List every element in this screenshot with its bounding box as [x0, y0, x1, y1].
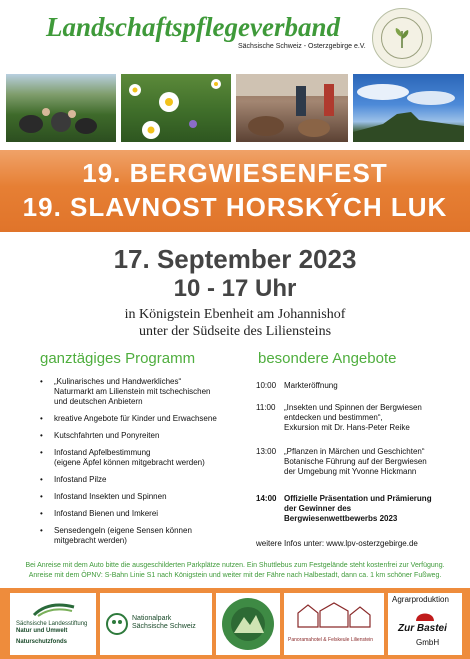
special-offer-text: entdecken und bestimmen“, — [284, 413, 383, 422]
program-item-text: Infostand Insekten und Spinnen — [54, 492, 167, 501]
sponsor-logo-panoramahotel — [284, 593, 384, 655]
event-time: 10 - 17 Uhr — [173, 275, 297, 302]
plant-icon — [392, 25, 412, 49]
program-item-text: Infostand Apfelbestimmung — [54, 448, 151, 457]
program-item-detail: mitgebracht werden) — [54, 536, 127, 545]
wave-icon — [32, 601, 76, 617]
farm-emblem-icon — [414, 607, 436, 623]
travel-note-public-transport: Anreise mit dem ÖPNV: S-Bahn Linie S1 nach Königstein und weiter mit der Fähre nach Halbestadt, dann ca. 1 km schöner Fußweg. — [28, 572, 442, 579]
program-item-text: Infostand Pilze — [54, 475, 107, 484]
program-item-text: kreative Angebote für Kinder und Erwachsene — [54, 414, 217, 423]
sponsor-logo-line: Natur und Umwelt — [16, 628, 68, 634]
special-offer-text: Markteröffnung — [284, 381, 338, 390]
sponsor-logo-line: Zur Bastei — [398, 623, 447, 634]
organization-title: Landschaftspflegeverband — [46, 12, 340, 42]
program-item-text: Kutschfahrten und Ponyreiten — [54, 431, 160, 440]
program-item — [38, 509, 238, 519]
event-venue-line1: in Königstein Ebenheit am Johannishof — [124, 307, 346, 322]
special-offer-text: „Pflanzen in Märchen und Geschichten“ — [284, 447, 425, 456]
sponsor-logo-line: Nationalpark — [132, 615, 172, 622]
program-item-text: Sensedengeln (eigene Sensen können — [54, 526, 192, 535]
special-offer-text: „Insekten und Spinnen der Bergwiesen — [284, 403, 422, 412]
special-offers-heading: besondere Angebote — [258, 350, 397, 367]
sponsor-logo-line: Naturschutzfonds — [16, 639, 67, 645]
program-item — [38, 475, 238, 485]
program-item-text: Infostand Bienen und Imkerei — [54, 509, 159, 518]
program-item — [38, 431, 238, 441]
meadow-group-photo — [6, 74, 116, 142]
special-offer-text: Bergwiesenwettbewerbs 2023 — [284, 514, 398, 523]
event-date: 17. September 2023 — [113, 244, 357, 274]
sponsor-logo-line: Agrarproduktion — [392, 595, 449, 604]
national-park-badge-icon — [220, 595, 276, 653]
program-item-detail: (eigene Äpfel können mitgebracht werden) — [54, 458, 205, 467]
hotel-icon — [294, 599, 374, 629]
daisy-flowers-photo — [121, 74, 231, 142]
owl-icon — [106, 613, 128, 635]
special-offer-text: Botanische Führung auf der Bergwiesen — [284, 457, 427, 466]
program-heading: ganztägiges Programm — [40, 350, 196, 367]
program-item — [38, 492, 238, 502]
event-venue-line2: unter der Südseite des Liliensteins — [138, 324, 332, 339]
program-list — [38, 377, 238, 546]
sponsor-logo-nationalpark — [100, 593, 212, 655]
program-item-detail: und deutschen Anbietern — [54, 397, 143, 406]
program-item — [38, 526, 238, 546]
program-item — [38, 414, 238, 424]
sponsor-logo-landesstiftung — [10, 593, 96, 655]
more-info-link[interactable]: weitere Infos unter: www.lpv-osterzgebirge.de — [256, 539, 418, 548]
event-title-czech: 19. SLAVNOST HORSKÝCH LUK — [22, 192, 448, 222]
sponsor-logo-line: Panoramahotel & Felskeule Lilienstein — [288, 637, 374, 643]
special-offer-time: 11:00 — [256, 403, 276, 412]
sponsor-logo-line: GmbH — [416, 638, 440, 647]
program-item-text: „Kulinarisches und Handwerkliches“ — [54, 377, 182, 386]
organization-seal-icon — [372, 8, 432, 68]
special-offer-text: Exkursion mit Dr. Hans-Peter Reike — [284, 423, 410, 432]
special-offer-time: 10:00 — [256, 381, 277, 390]
program-item-detail: Naturmarkt am Lilienstein mit tschechischen — [54, 387, 211, 396]
lilienstein-landscape-photo — [353, 74, 464, 142]
special-offer-text: der Umgebung mit Yvonne Hickmann — [284, 467, 417, 476]
sponsor-logo-zur-bastei — [388, 593, 462, 655]
special-offer-time: 13:00 — [256, 447, 277, 456]
program-item — [38, 448, 238, 468]
program-item — [38, 377, 238, 407]
special-offer-text: der Gewinner des — [284, 504, 352, 513]
sponsor-logo-line: Sächsische Schweiz — [132, 623, 196, 630]
special-offer-time: 14:00 — [256, 494, 277, 503]
event-title-german: 19. BERGWIESENFEST — [82, 158, 388, 188]
sponsor-logo-line: Sächsische Landesstiftung — [16, 621, 88, 627]
travel-note-car: Bei Anreise mit dem Auto bitte die ausgeschilderten Parkplätze nutzen. Ein Shuttlebus zum Festgelände steht kostenfrei zur Verfügung. — [25, 562, 445, 569]
organization-subtitle: Sächsische Schweiz - Osterzgebirge e.V. — [238, 43, 366, 50]
sponsor-logo-narodni-park — [216, 593, 280, 655]
special-offer-text: Offizielle Präsentation und Prämierung — [284, 494, 432, 503]
market-goats-photo — [236, 74, 348, 142]
